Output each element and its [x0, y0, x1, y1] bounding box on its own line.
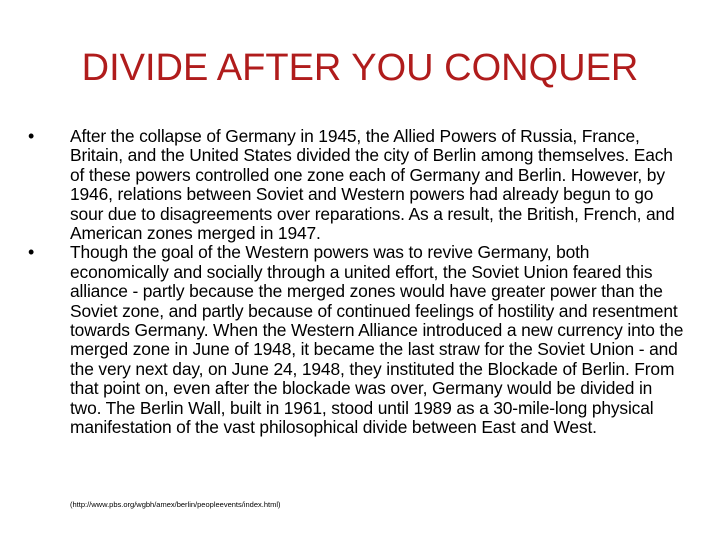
bullet-text: After the collapse of Germany in 1945, the Allied Powers of Russia, France, Britain, and the United States divided the city of Berlin among themselves. Each of these powers controlled one zone each of Germany and Berlin. However, by 1946, relations between Soviet and Western powers had already begun to go sour due to disagreements over reparations. As a result, the British, French, and American zones merged in 1947.	[70, 126, 675, 244]
bullet-marker: •	[28, 126, 35, 146]
slide-title: DIVIDE AFTER YOU CONQUER	[81, 47, 639, 89]
bullet-marker: •	[28, 242, 35, 263]
bullet-list	[28, 127, 688, 438]
bullet-item-2	[28, 243, 688, 437]
bullet-text: Though the goal of the Western powers was to revive Germany, both economically and socially through a united effort, the Soviet Union feared this alliance - partly because the merged zones would have greater power than the Soviet zone, and partly because of continued feelings of hostility and resentment towards Germany. When the Western Alliance introduced a new currency into the merged zone in June of 1948, it became the last straw for the Soviet Union - and the very next day, on June 24, 1948, they instituted the Blockade of Berlin. From that point on, even after the blockade was over, Germany would be divided in two. The Berlin Wall, built in 1961, stood until 1989 as a 30-mile-long physical manifestation of the vast philosophical divide between East and West.	[70, 242, 684, 438]
bullet-item-1	[28, 127, 688, 243]
source-citation: (http://www.pbs.org/wgbh/amex/berlin/peopleevents/index.html)	[70, 500, 281, 509]
